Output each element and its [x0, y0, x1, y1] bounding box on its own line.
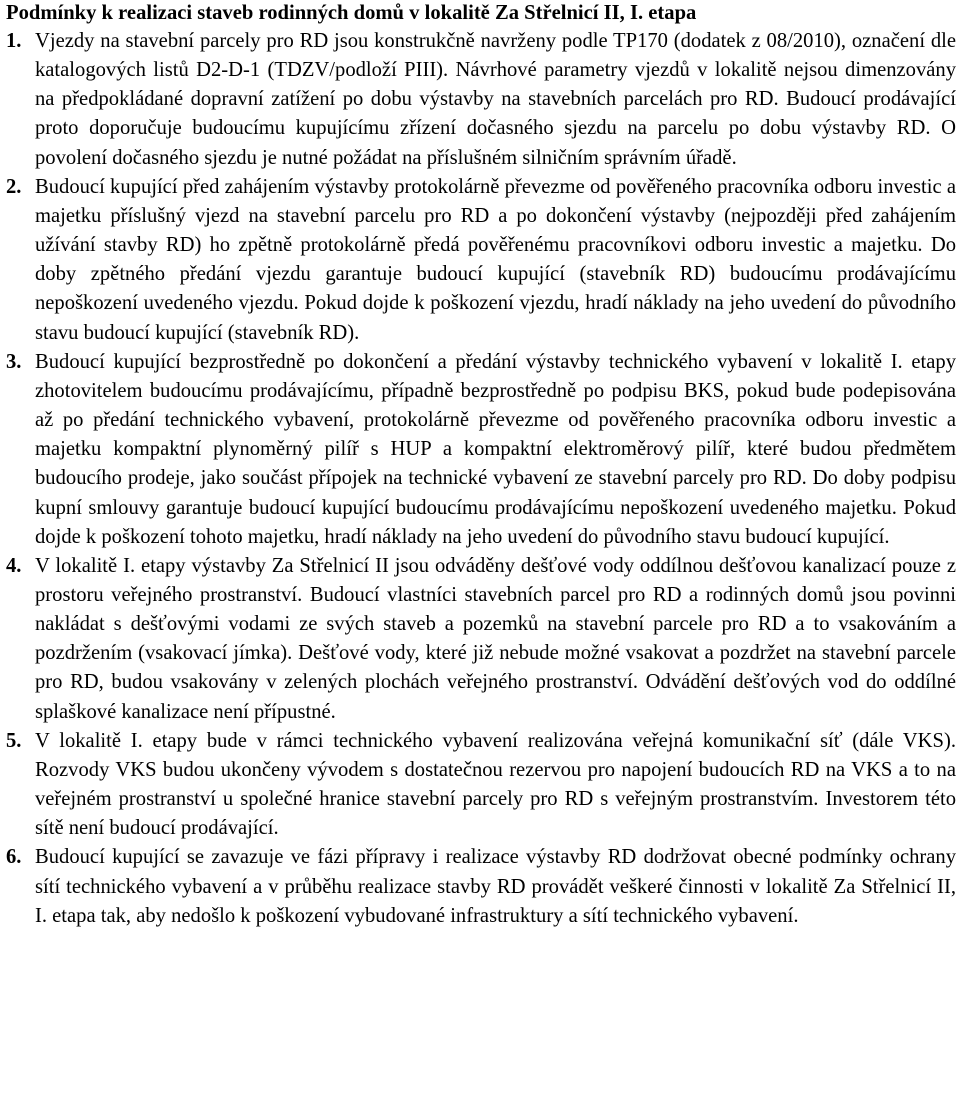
- condition-item-2: [6, 173, 956, 348]
- condition-text: Budoucí kupující se zavazuje ve fázi přípravy i realizace výstavby RD dodržovat obecné podmínky ochrany sítí technického vybavení a v průběhu realizace stavby RD provádět veškeré činnosti v lokalitě Za Střelnicí II, I. etapa tak, aby nedošlo k poškození vybudované infrastruktury a sítí technického vybavení.: [35, 846, 956, 927]
- condition-number: 6.: [6, 846, 22, 869]
- condition-text: V lokalitě I. etapy výstavby Za Střelnicí II jsou odváděny dešťové vody oddílnou dešťovou kanalizací pouze z prostoru veřejného prostranství. Budoucí vlastníci stavebních parcel pro RD a rodinných domů jsou povinni nakládat s dešťovými vodami ze svých staveb a pozemků na stavební parcele pro RD a to vsakováním a pozdržením (vsakovací jímka). Dešťové vody, které již nebude možné vsakovat a pozdržet na stavební parcele pro RD, budou vsakovány v zelených plochách veřejného prostranství. Odvádění dešťových vod do oddílné splaškové kanalizace není přípustné.: [35, 554, 956, 723]
- condition-number: 4.: [6, 554, 22, 577]
- condition-text: Budoucí kupující před zahájením výstavby protokolárně převezme od pověřeného pracovníka odboru investic a majetku příslušný vjezd na stavební parcelu pro RD a po dokončení výstavby (nejpozději před zahájením užívání stavby RD) ho zpětně protokolárně předá pověřenému pracovníkovi odboru investic a majetku. Do doby zpětného předání vjezdu garantuje budoucí kupující (stavebník RD) budoucímu prodávajícímu nepoškození uvedeného vjezdu. Pokud dojde k poškození vjezdu, hradí náklady na jeho uvedení do původního stavu budoucí kupující (stavebník RD).: [35, 175, 956, 344]
- condition-text: Vjezdy na stavební parcely pro RD jsou konstrukčně navrženy podle TP170 (dodatek z 08/2010), označení dle katalogových listů D2-D-1 (TDZV/podloží PIII). Návrhové parametry vjezdů v lokalitě nejsou dimenzovány na předpokládané dopravní zatížení po dobu výstavby na stavebních parcelách pro RD. Budoucí prodávající proto doporučuje budoucímu kupujícímu zřízení dočasného sjezdu na parcelu po dobu výstavby RD. O povolení dočasného sjezdu je nutné požádat na příslušném silničním správním úřadě.: [35, 30, 956, 169]
- condition-number: 5.: [6, 729, 22, 752]
- condition-item-6: [6, 843, 956, 930]
- condition-number: 2.: [6, 175, 22, 198]
- condition-text: V lokalitě I. etapy bude v rámci technického vybavení realizována veřejná komunikační síť (dále VKS). Rozvody VKS budou ukončeny vývodem s dostatečnou rezervou pro napojení budoucích RD na VKS a to na veřejném prostranství u společné hranice stavební parcely pro RD s veřejným prostranstvím. Investorem této sítě není budoucí prodávající.: [35, 729, 956, 840]
- condition-item-1: [6, 27, 956, 173]
- condition-number: 1.: [6, 30, 22, 52]
- condition-item-5: [6, 727, 956, 844]
- condition-number: 3.: [6, 350, 22, 373]
- conditions-list: [6, 27, 956, 931]
- condition-item-3: [6, 348, 956, 552]
- condition-item-4: [6, 552, 956, 727]
- condition-text: Budoucí kupující bezprostředně po dokončení a předání výstavby technického vybavení v lokalitě I. etapy zhotovitelem budoucímu prodávajícímu, případně bezprostředně po podpisu BKS, pokud bude podepisována až po předání technického vybavení, protokolárně převezme od pověřeného pracovníka odboru investic a majetku kompaktní plynoměrný pilíř s HUP a kompaktní elektroměrový pilíř, které budou předmětem budoucího prodeje, jako součást přípojek na technické vybavení ze stavební parcely pro RD. Do doby podpisu kupní smlouvy garantuje budoucí kupující budoucímu prodávajícímu nepoškození uvedeného majetku. Pokud dojde k poškození tohoto majetku, hradí náklady na jeho uvedení do původního stavu budoucí kupující.: [35, 350, 956, 548]
- document-title: Podmínky k realizaci staveb rodinných domů v lokalitě Za Střelnicí II, I. etapa: [6, 2, 697, 24]
